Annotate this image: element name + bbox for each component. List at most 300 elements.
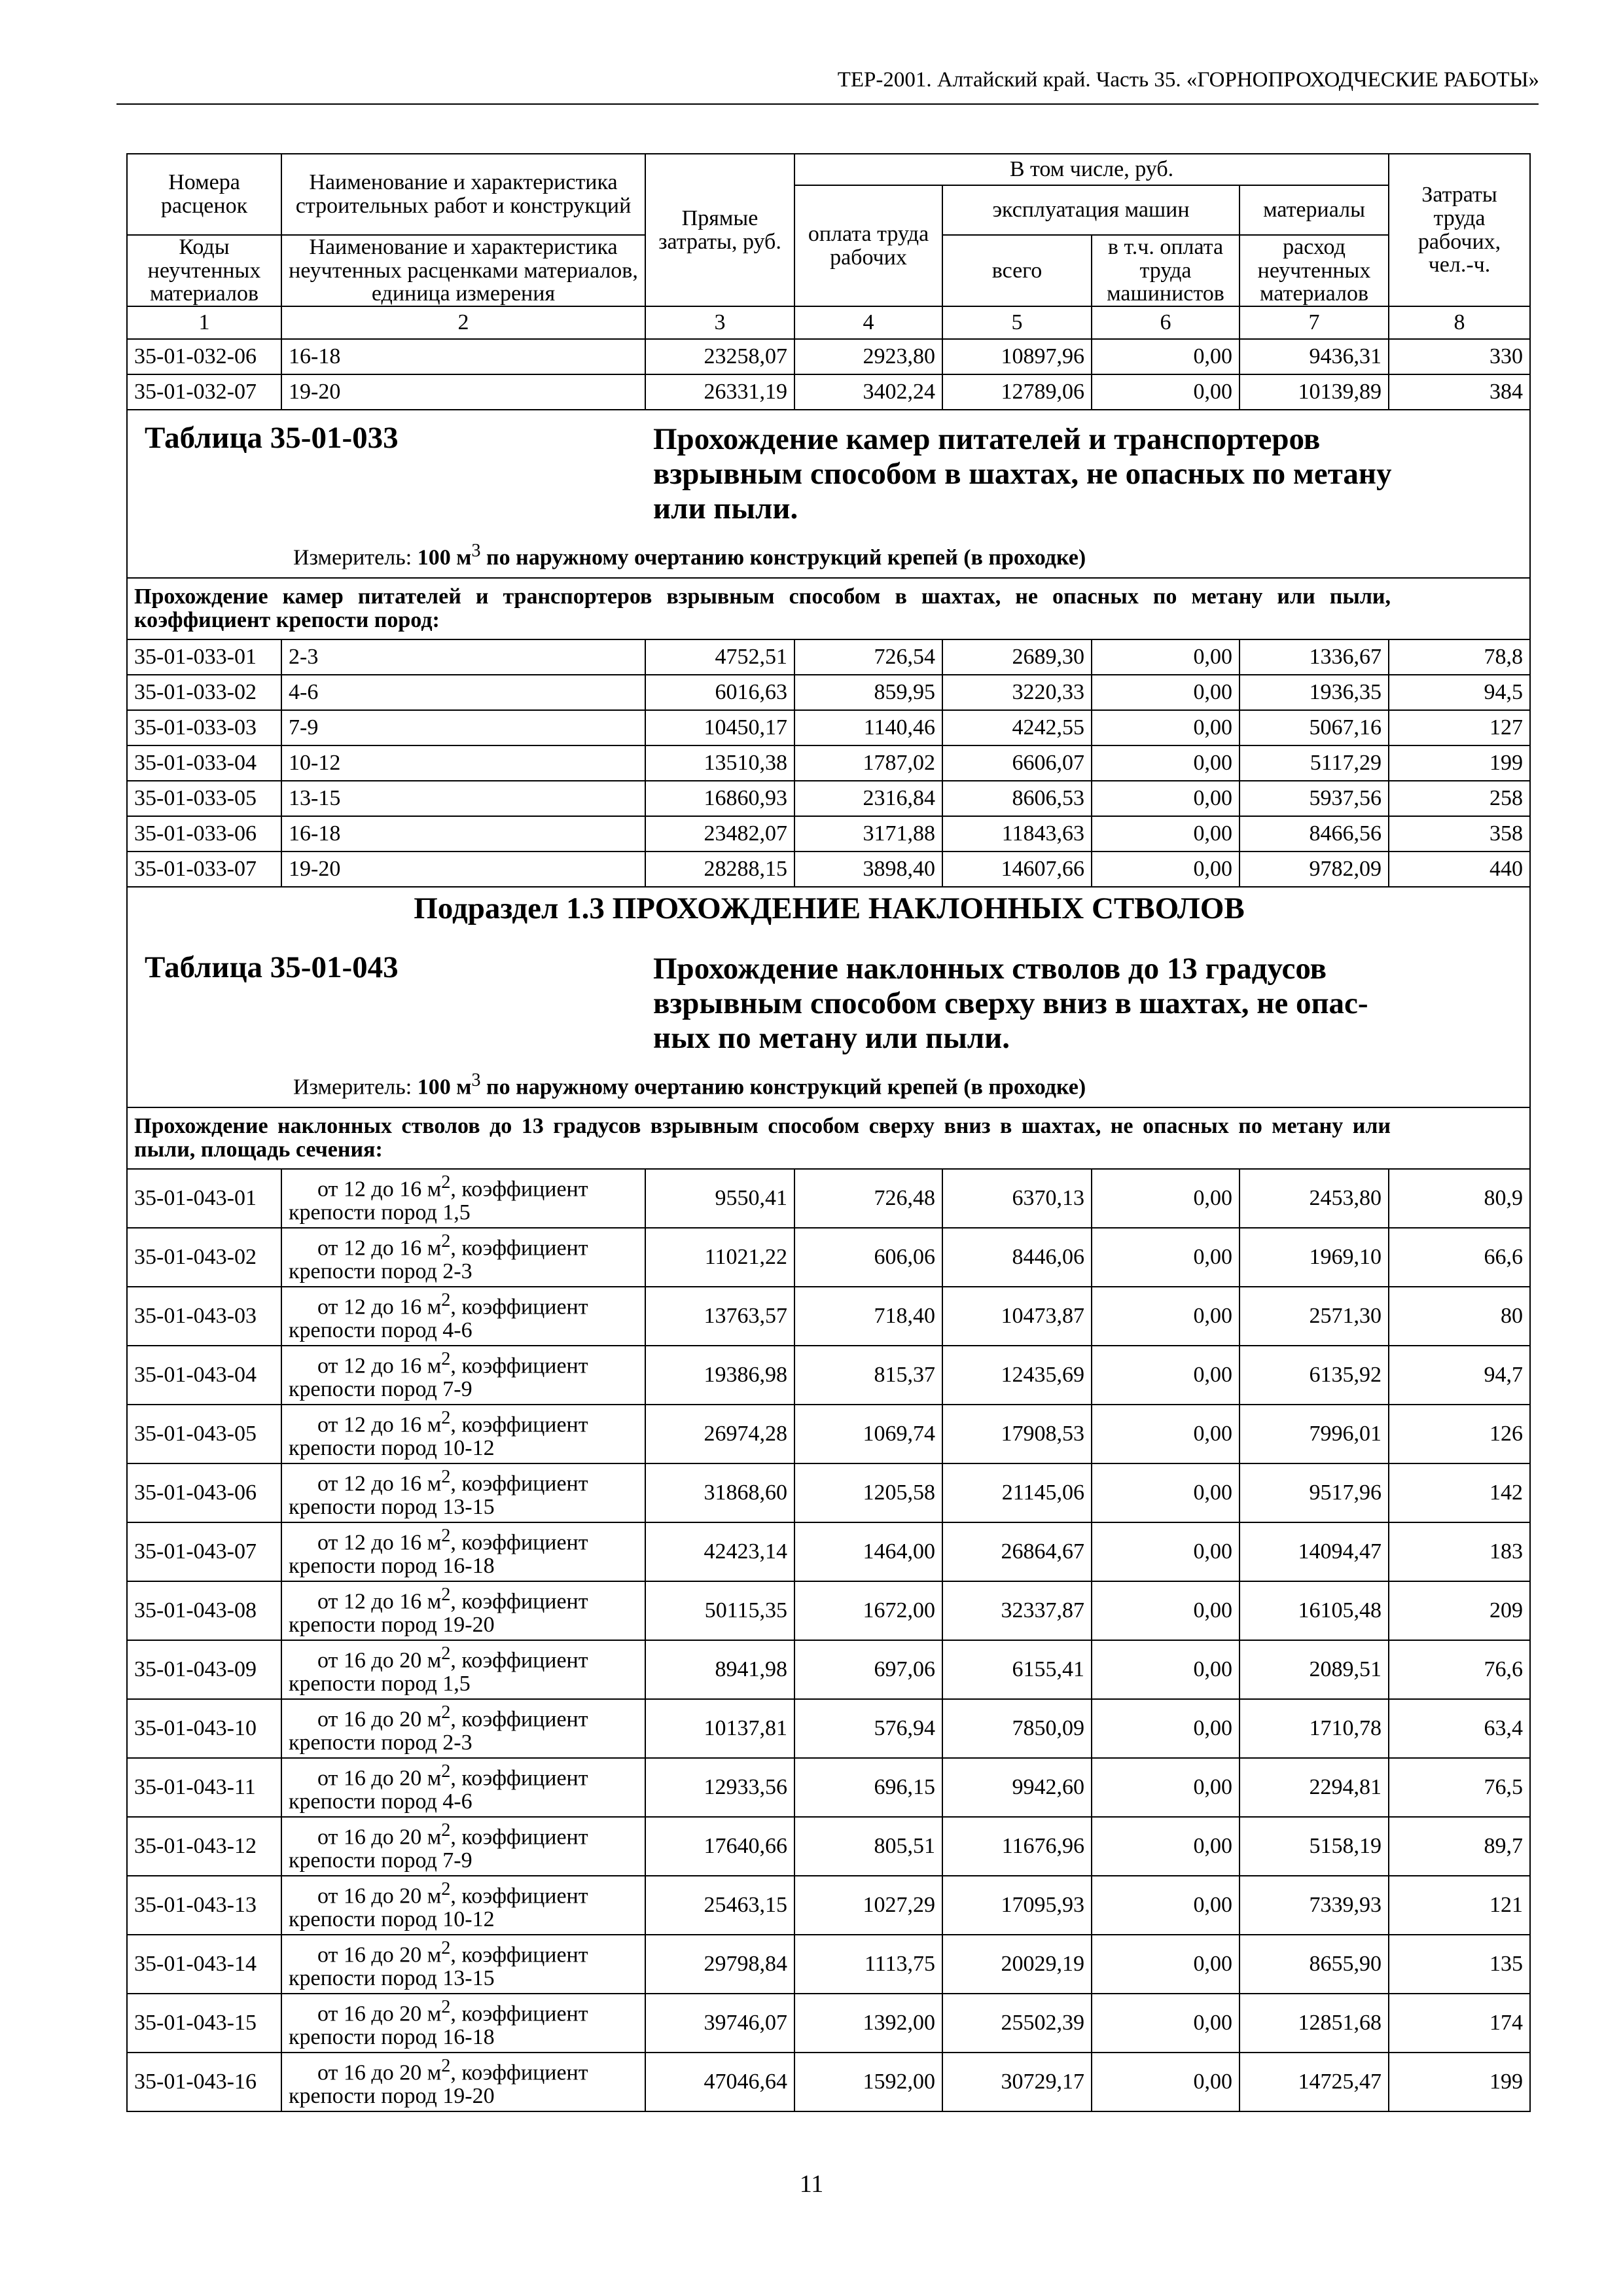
direct-cost: 23482,07 (645, 816, 794, 852)
machinist-labor-cost: 0,00 (1092, 1405, 1240, 1463)
rate-name-line1-tail: , коэффициент (450, 1295, 588, 1319)
col-mat-consumption-header: расход неучтенных материалов (1240, 235, 1389, 306)
labor-cost: 1392,00 (794, 1994, 942, 2053)
direct-cost: 25463,15 (645, 1876, 794, 1935)
machinist-labor-cost: 0,00 (1092, 639, 1240, 675)
rate-name: 16-18 (281, 339, 645, 374)
material-cost: 7339,93 (1240, 1876, 1389, 1935)
machinist-labor-cost: 0,00 (1092, 1463, 1240, 1522)
machine-cost: 26864,67 (942, 1522, 1092, 1581)
unit-exponent: 2 (441, 1702, 451, 1723)
direct-cost: 29798,84 (645, 1935, 794, 1994)
labor-cost: 1069,74 (794, 1405, 942, 1463)
material-cost: 2089,51 (1240, 1640, 1389, 1699)
table-row (127, 781, 1530, 816)
machine-cost: 25502,39 (942, 1994, 1092, 2053)
direct-cost: 8941,98 (645, 1640, 794, 1699)
direct-cost: 47046,64 (645, 2053, 794, 2111)
machinist-labor-cost: 0,00 (1092, 2053, 1240, 2111)
measurement-unit (293, 1071, 1086, 1099)
machine-cost: 17095,93 (942, 1876, 1092, 1935)
direct-cost: 10137,81 (645, 1699, 794, 1758)
machinist-labor-cost: 0,00 (1092, 1228, 1240, 1287)
material-cost: 2294,81 (1240, 1758, 1389, 1817)
rate-name-line2: крепости пород 2-3 (289, 1730, 473, 1755)
material-cost: 5937,56 (1240, 781, 1389, 816)
rate-name: 19-20 (281, 374, 645, 410)
rate-code: 35-01-043-08 (127, 1581, 281, 1640)
rate-name-line1-tail: , коэффициент (450, 1648, 588, 1673)
rate-code: 35-01-043-09 (127, 1640, 281, 1699)
machine-cost: 8446,06 (942, 1228, 1092, 1287)
rate-name-line1-tail: , коэффициент (450, 1589, 588, 1614)
machine-cost: 6606,07 (942, 745, 1092, 781)
rate-name (281, 1640, 645, 1699)
rate-name (281, 1699, 645, 1758)
material-cost: 2453,80 (1240, 1169, 1389, 1228)
rate-code: 35-01-043-05 (127, 1405, 281, 1463)
rate-name (281, 1169, 645, 1228)
rate-code: 35-01-033-06 (127, 816, 281, 852)
measurement-label: Измеритель: (293, 1075, 418, 1100)
labor-cost: 2923,80 (794, 339, 942, 374)
rate-name-line1: от 16 до 20 м (317, 2060, 442, 2085)
rate-name-line2: крепости пород 7-9 (289, 1848, 473, 1873)
rate-name (281, 2053, 645, 2111)
direct-cost: 4752,51 (645, 639, 794, 675)
material-cost: 9782,09 (1240, 852, 1389, 887)
table-heading-block (127, 887, 1530, 1107)
rate-name (281, 1876, 645, 1935)
labor-hours: 76,5 (1389, 1758, 1530, 1817)
rate-name-line1: от 12 до 16 м (317, 1412, 442, 1437)
machinist-labor-cost: 0,00 (1092, 816, 1240, 852)
rate-code: 35-01-032-06 (127, 339, 281, 374)
material-cost: 12851,68 (1240, 1994, 1389, 2053)
machinist-labor-cost: 0,00 (1092, 852, 1240, 887)
material-cost: 1969,10 (1240, 1228, 1389, 1287)
unit-exponent: 2 (441, 1525, 451, 1546)
machine-cost: 10473,87 (942, 1287, 1092, 1346)
labor-cost: 1672,00 (794, 1581, 942, 1640)
labor-hours: 127 (1389, 710, 1530, 745)
table-title: Таблица 35-01-043 (145, 950, 399, 985)
machinist-labor-cost: 0,00 (1092, 1876, 1240, 1935)
labor-cost: 697,06 (794, 1640, 942, 1699)
table-heading-line: Прохождение камер питателей и транспортеров (653, 422, 1321, 457)
running-header: ТЕР-2001. Алтайский край. Часть 35. «ГОРНОПРОХОДЧЕСКИЕ РАБОТЫ» (837, 68, 1539, 92)
measurement-description: по наружному очертанию конструкций крепей (в проходке) (480, 545, 1086, 570)
rate-name-line1-tail: , коэффициент (450, 1884, 588, 1909)
labor-hours: 126 (1389, 1405, 1530, 1463)
rate-name-line1-tail: , коэффициент (450, 1177, 588, 1202)
rate-name (281, 1994, 645, 2053)
direct-cost: 26331,19 (645, 374, 794, 410)
unit-exponent: 2 (441, 1761, 451, 1782)
labor-hours: 135 (1389, 1935, 1530, 1994)
machine-cost: 10897,96 (942, 339, 1092, 374)
machine-cost: 9942,60 (942, 1758, 1092, 1817)
table-row (127, 1228, 1530, 1287)
labor-cost: 805,51 (794, 1817, 942, 1876)
labor-hours: 121 (1389, 1876, 1530, 1935)
rates-table (126, 153, 1531, 2112)
material-cost: 5117,29 (1240, 745, 1389, 781)
direct-cost: 39746,07 (645, 1994, 794, 2053)
labor-hours: 142 (1389, 1463, 1530, 1522)
unit-exponent: 2 (441, 1407, 451, 1428)
unit-exponent: 2 (441, 1172, 451, 1193)
machinist-labor-cost: 0,00 (1092, 781, 1240, 816)
machinist-labor-cost: 0,00 (1092, 1640, 1240, 1699)
rate-code: 35-01-033-02 (127, 675, 281, 710)
rate-name-line1-tail: , коэффициент (450, 2060, 588, 2085)
rate-name-line1-tail: , коэффициент (450, 1943, 588, 1967)
labor-cost: 696,15 (794, 1758, 942, 1817)
unit-exponent: 2 (441, 1466, 451, 1487)
machine-cost: 4242,55 (942, 710, 1092, 745)
machinist-labor-cost: 0,00 (1092, 1581, 1240, 1640)
col-code-header: Номера расценок (127, 154, 281, 235)
table-heading-block (127, 410, 1530, 578)
rate-name-line2: крепости пород 13-15 (289, 1494, 495, 1519)
direct-cost: 13510,38 (645, 745, 794, 781)
machine-cost: 20029,19 (942, 1935, 1092, 1994)
rate-name-line1-tail: , коэффициент (450, 1530, 588, 1555)
col-number: 1 (127, 306, 281, 339)
rate-code: 35-01-032-07 (127, 374, 281, 410)
direct-cost: 19386,98 (645, 1346, 794, 1405)
rate-name-line2: крепости пород 19-20 (289, 1612, 495, 1637)
measurement-label: Измеритель: (293, 545, 418, 570)
unit-exponent: 2 (441, 1348, 451, 1369)
material-cost: 8655,90 (1240, 1935, 1389, 1994)
rate-name-line1-tail: , коэффициент (450, 2001, 588, 2026)
subsection-title: Подраздел 1.3 ПРОХОЖДЕНИЕ НАКЛОННЫХ СТВОЛОВ (414, 891, 1245, 926)
machine-cost: 11843,63 (942, 816, 1092, 852)
table-row (127, 710, 1530, 745)
measurement-description: по наружному очертанию конструкций крепей (в проходке) (480, 1075, 1086, 1100)
labor-hours: 330 (1389, 339, 1530, 374)
rate-name-line1-tail: , коэффициент (450, 1354, 588, 1378)
material-cost: 14094,47 (1240, 1522, 1389, 1581)
material-cost: 1710,78 (1240, 1699, 1389, 1758)
machine-cost: 2689,30 (942, 639, 1092, 675)
labor-cost: 2316,84 (794, 781, 942, 816)
group-description-text: Прохождение камер питателей и транспортеров взрывным способом в шахтах, не опасных по метану или пыли, коэффициент крепости пород: (134, 584, 1391, 633)
table-row (127, 1463, 1530, 1522)
rate-name-line1: от 12 до 16 м (317, 1471, 442, 1496)
rate-name-line2: крепости пород 10-12 (289, 1435, 495, 1460)
machinist-labor-cost: 0,00 (1092, 1522, 1240, 1581)
material-cost: 14725,47 (1240, 2053, 1389, 2111)
labor-hours: 258 (1389, 781, 1530, 816)
col-materials-header: материалы (1240, 185, 1389, 235)
labor-cost: 3402,24 (794, 374, 942, 410)
rate-name (281, 1287, 645, 1346)
rate-code: 35-01-033-03 (127, 710, 281, 745)
rate-name: 4-6 (281, 675, 645, 710)
unit-exponent: 2 (441, 2055, 451, 2076)
col-number: 7 (1240, 306, 1389, 339)
rate-name-line1: от 12 до 16 м (317, 1177, 442, 1202)
material-cost: 2571,30 (1240, 1287, 1389, 1346)
labor-cost: 1464,00 (794, 1522, 942, 1581)
rate-name (281, 1817, 645, 1876)
machine-cost: 14607,66 (942, 852, 1092, 887)
rate-name: 7-9 (281, 710, 645, 745)
material-cost: 1336,67 (1240, 639, 1389, 675)
col-labor-header: оплата труда рабочих (794, 185, 942, 306)
rate-name-line1: от 12 до 16 м (317, 1530, 442, 1555)
col-number: 3 (645, 306, 794, 339)
table-row (127, 1935, 1530, 1994)
labor-hours: 199 (1389, 2053, 1530, 2111)
machinist-labor-cost: 0,00 (1092, 1935, 1240, 1994)
col-number: 2 (281, 306, 645, 339)
labor-cost: 3171,88 (794, 816, 942, 852)
unit-exponent: 2 (441, 1937, 451, 1958)
table-title: Таблица 35-01-033 (145, 421, 399, 456)
labor-cost: 859,95 (794, 675, 942, 710)
table-row (127, 639, 1530, 675)
machine-cost: 17908,53 (942, 1405, 1092, 1463)
rate-code: 35-01-043-16 (127, 2053, 281, 2111)
unit-exponent: 2 (441, 1584, 451, 1605)
rate-code: 35-01-033-05 (127, 781, 281, 816)
labor-cost: 1592,00 (794, 2053, 942, 2111)
table-row (127, 2053, 1530, 2111)
direct-cost: 50115,35 (645, 1581, 794, 1640)
rate-code: 35-01-043-11 (127, 1758, 281, 1817)
machinist-labor-cost: 0,00 (1092, 1758, 1240, 1817)
rate-code: 35-01-043-01 (127, 1169, 281, 1228)
rate-name-line2: крепости пород 1,5 (289, 1200, 471, 1225)
rate-name-line1: от 16 до 20 м (317, 1766, 442, 1791)
direct-cost: 16860,93 (645, 781, 794, 816)
rate-code: 35-01-033-04 (127, 745, 281, 781)
machinist-labor-cost: 0,00 (1092, 1817, 1240, 1876)
table-row (127, 675, 1530, 710)
labor-hours: 358 (1389, 816, 1530, 852)
table-row (127, 1346, 1530, 1405)
rate-code: 35-01-043-13 (127, 1876, 281, 1935)
rate-code: 35-01-043-07 (127, 1522, 281, 1581)
rate-name-line1-tail: , коэффициент (450, 1412, 588, 1437)
rate-name (281, 1346, 645, 1405)
direct-cost: 23258,07 (645, 339, 794, 374)
rate-name: 19-20 (281, 852, 645, 887)
labor-cost: 1205,58 (794, 1463, 942, 1522)
unit-exponent: 2 (441, 1878, 451, 1899)
measurement-value: 100 м (417, 545, 472, 570)
machinist-labor-cost: 0,00 (1092, 1346, 1240, 1405)
table-heading-line: ных по метану или пыли. (653, 1021, 1010, 1056)
labor-hours: 174 (1389, 1994, 1530, 2053)
rate-name (281, 1228, 645, 1287)
material-cost: 10139,89 (1240, 374, 1389, 410)
col-machines-header: эксплуатация машин (942, 185, 1240, 235)
table-row (127, 1581, 1530, 1640)
rate-name-line1: от 16 до 20 м (317, 1943, 442, 1967)
table-row (127, 1817, 1530, 1876)
table-heading (653, 952, 1510, 1056)
table-row (127, 816, 1530, 852)
rate-code: 35-01-043-14 (127, 1935, 281, 1994)
rate-name-line2: крепости пород 16-18 (289, 1553, 495, 1578)
labor-cost: 3898,40 (794, 852, 942, 887)
rate-name-line1: от 16 до 20 м (317, 1707, 442, 1732)
col-material-name-header: Наименование и характеристика неучтенных расценками материалов, единица измерения (281, 235, 645, 306)
labor-hours: 384 (1389, 374, 1530, 410)
col-hours-header: Затраты труда рабочих, чел.-ч. (1389, 154, 1530, 306)
rate-name-line1-tail: , коэффициент (450, 1236, 588, 1261)
labor-cost: 718,40 (794, 1287, 942, 1346)
labor-hours: 440 (1389, 852, 1530, 887)
labor-hours: 183 (1389, 1522, 1530, 1581)
rate-name-line1: от 16 до 20 м (317, 1825, 442, 1850)
measurement-value: 100 м (417, 1075, 472, 1100)
labor-cost: 1113,75 (794, 1935, 942, 1994)
direct-cost: 26974,28 (645, 1405, 794, 1463)
labor-cost: 1027,29 (794, 1876, 942, 1935)
labor-hours: 78,8 (1389, 639, 1530, 675)
labor-hours: 76,6 (1389, 1640, 1530, 1699)
rate-name-line1: от 12 до 16 м (317, 1589, 442, 1614)
col-mach-total-header: всего (942, 235, 1092, 306)
unit-exponent: 2 (441, 1643, 451, 1664)
direct-cost: 6016,63 (645, 675, 794, 710)
direct-cost: 10450,17 (645, 710, 794, 745)
machinist-labor-cost: 0,00 (1092, 1994, 1240, 2053)
direct-cost: 13763,57 (645, 1287, 794, 1346)
rate-name-line2: крепости пород 1,5 (289, 1671, 471, 1696)
rate-name-line1-tail: , коэффициент (450, 1825, 588, 1850)
table-heading (653, 422, 1510, 526)
direct-cost: 17640,66 (645, 1817, 794, 1876)
group-description (127, 578, 1530, 639)
direct-cost: 9550,41 (645, 1169, 794, 1228)
labor-cost: 726,48 (794, 1169, 942, 1228)
machine-cost: 11676,96 (942, 1817, 1092, 1876)
machinist-labor-cost: 0,00 (1092, 1169, 1240, 1228)
machine-cost: 30729,17 (942, 2053, 1092, 2111)
machine-cost: 32337,87 (942, 1581, 1092, 1640)
direct-cost: 28288,15 (645, 852, 794, 887)
material-cost: 1936,35 (1240, 675, 1389, 710)
rate-name-line1: от 12 до 16 м (317, 1236, 442, 1261)
rate-name-line1: от 16 до 20 м (317, 1648, 442, 1673)
labor-cost: 726,54 (794, 639, 942, 675)
labor-hours: 89,7 (1389, 1817, 1530, 1876)
col-group-header: В том числе, руб. (794, 154, 1389, 185)
measurement-exponent: 3 (471, 1070, 481, 1091)
col-name-header: Наименование и характеристика строительных работ и конструкций (281, 154, 645, 235)
rate-name (281, 1522, 645, 1581)
machine-cost: 6155,41 (942, 1640, 1092, 1699)
table-row (127, 1640, 1530, 1699)
machinist-labor-cost: 0,00 (1092, 374, 1240, 410)
rate-code: 35-01-043-12 (127, 1817, 281, 1876)
machine-cost: 3220,33 (942, 675, 1092, 710)
machine-cost: 7850,09 (942, 1699, 1092, 1758)
col-number: 5 (942, 306, 1092, 339)
material-cost: 5158,19 (1240, 1817, 1389, 1876)
rate-name-line2: крепости пород 16-18 (289, 2024, 495, 2049)
table-row (127, 374, 1530, 410)
labor-hours: 199 (1389, 745, 1530, 781)
unit-exponent: 2 (441, 1230, 451, 1251)
labor-cost: 576,94 (794, 1699, 942, 1758)
rate-code: 35-01-043-06 (127, 1463, 281, 1522)
col-mach-labor-header: в т.ч. оплата труда машинистов (1092, 235, 1240, 306)
material-cost: 9517,96 (1240, 1463, 1389, 1522)
rate-name-line2: крепости пород 10-12 (289, 1907, 495, 1931)
table-row (127, 1287, 1530, 1346)
table-row (127, 1758, 1530, 1817)
rate-name-line1: от 16 до 20 м (317, 2001, 442, 2026)
rate-name-line2: крепости пород 2-3 (289, 1259, 473, 1283)
labor-hours: 94,7 (1389, 1346, 1530, 1405)
rate-name-line1-tail: , коэффициент (450, 1766, 588, 1791)
rate-name-line1-tail: , коэффициент (450, 1707, 588, 1732)
table-row (127, 1876, 1530, 1935)
rate-name-line2: крепости пород 4-6 (289, 1318, 473, 1342)
material-cost: 7996,01 (1240, 1405, 1389, 1463)
machinist-labor-cost: 0,00 (1092, 1699, 1240, 1758)
direct-cost: 42423,14 (645, 1522, 794, 1581)
machine-cost: 8606,53 (942, 781, 1092, 816)
rate-name: 16-18 (281, 816, 645, 852)
unit-exponent: 2 (441, 1820, 451, 1840)
labor-hours: 94,5 (1389, 675, 1530, 710)
labor-hours: 63,4 (1389, 1699, 1530, 1758)
rate-name (281, 1758, 645, 1817)
group-description (127, 1107, 1530, 1169)
labor-cost: 1140,46 (794, 710, 942, 745)
labor-hours: 66,6 (1389, 1228, 1530, 1287)
rate-code: 35-01-043-03 (127, 1287, 281, 1346)
labor-hours: 209 (1389, 1581, 1530, 1640)
rate-name (281, 1463, 645, 1522)
measurement-unit (293, 541, 1086, 569)
table-heading-line: взрывным способом в шахтах, не опасных по метану (653, 457, 1392, 492)
rate-code: 35-01-043-02 (127, 1228, 281, 1287)
machinist-labor-cost: 0,00 (1092, 1287, 1240, 1346)
header-rule (116, 103, 1539, 105)
machinist-labor-cost: 0,00 (1092, 710, 1240, 745)
rate-name (281, 1405, 645, 1463)
table-row (127, 745, 1530, 781)
table-row (127, 852, 1530, 887)
rate-code: 35-01-043-10 (127, 1699, 281, 1758)
measurement-exponent: 3 (471, 541, 481, 562)
unit-exponent: 2 (441, 1996, 451, 2017)
table-heading-line: взрывным способом сверху вниз в шахтах, не опас- (653, 986, 1368, 1021)
machine-cost: 21145,06 (942, 1463, 1092, 1522)
table-heading-line: Прохождение наклонных стволов до 13 градусов (653, 952, 1327, 986)
col-direct-header: Прямые затраты, руб. (645, 154, 794, 306)
table-row (127, 1522, 1530, 1581)
direct-cost: 12933,56 (645, 1758, 794, 1817)
rate-name-line1: от 16 до 20 м (317, 1884, 442, 1909)
table-row (127, 1169, 1530, 1228)
table-row (127, 339, 1530, 374)
rate-code: 35-01-043-15 (127, 1994, 281, 2053)
material-cost: 6135,92 (1240, 1346, 1389, 1405)
unit-exponent: 2 (441, 1289, 451, 1310)
page-number: 11 (799, 2170, 824, 2198)
